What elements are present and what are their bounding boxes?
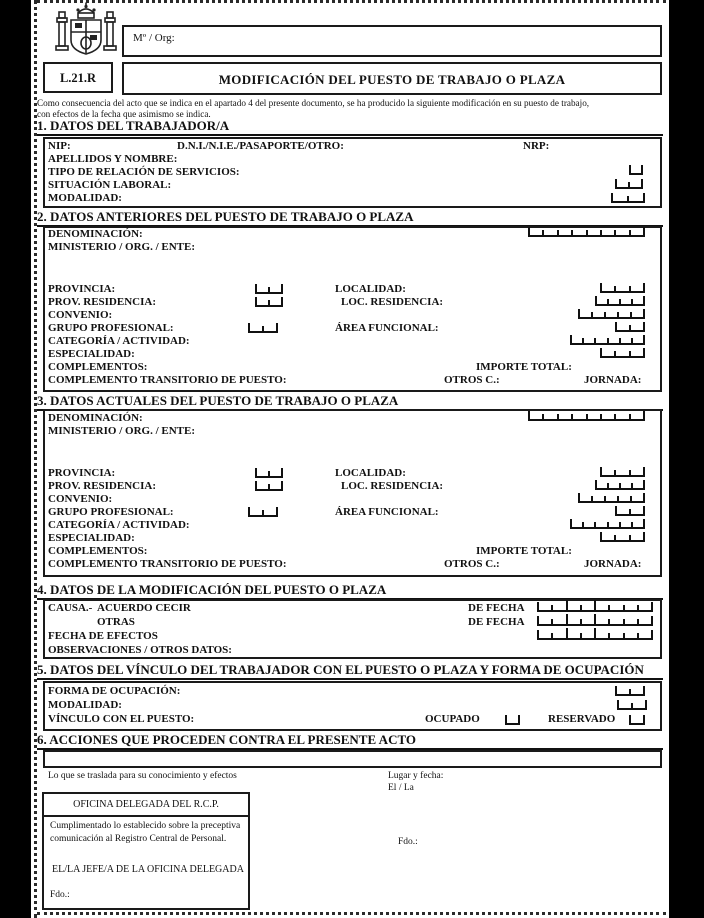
label-s3-categoria: CATEGORÍA / ACTIVIDAD:	[48, 519, 190, 531]
label-s5-modalidad: MODALIDAD:	[48, 699, 122, 711]
intro-line-1: Como consecuencia del acto que se indica en el apartado 4 del presente documento, se ha producido la siguiente modificación en su puesto de trabajo,	[37, 98, 590, 108]
fdo-signature-label: Fdo.:	[398, 837, 418, 847]
section6-input-box[interactable]	[43, 750, 662, 768]
section6-heading: 6. ACCIONES QUE PROCEDEN CONTRA EL PRESENTE ACTO	[37, 733, 663, 750]
lugar-fecha-label: Lugar y fecha:	[388, 771, 444, 781]
label-reservado: RESERVADO	[548, 713, 616, 725]
label-fecha-efectos: FECHA DE EFECTOS	[48, 630, 158, 642]
label-situacion-laboral: SITUACIÓN LABORAL:	[48, 179, 172, 191]
label-s3-provincia: PROVINCIA:	[48, 467, 116, 479]
scan-black-margin-left	[0, 0, 31, 918]
oficina-delegada-box	[42, 792, 250, 910]
label-s2-jornada: JORNADA:	[584, 374, 642, 386]
s3-localidad-comb[interactable]	[600, 467, 645, 477]
section4-heading: 4. DATOS DE LA MODIFICACIÓN DEL PUESTO O PLAZA	[37, 583, 663, 600]
label-s3-grupo: GRUPO PROFESIONAL:	[48, 506, 174, 518]
acuerdo-cecir-fecha-comb[interactable]	[537, 602, 653, 612]
cut-line-top	[37, 0, 666, 3]
s3-prov-residencia-comb[interactable]	[255, 481, 283, 491]
el-la-label: El / La	[388, 783, 414, 793]
s5-modalidad-comb[interactable]	[617, 700, 647, 710]
form-title-box	[122, 62, 662, 95]
label-s2-localidad: LOCALIDAD:	[335, 283, 406, 295]
label-de-fecha-2: DE FECHA	[468, 616, 525, 628]
label-s3-prov-residencia: PROV. RESIDENCIA:	[48, 480, 156, 492]
traslado-note: Lo que se traslada para su conocimiento y efectos	[48, 771, 237, 781]
label-acuerdo-cecir: ACUERDO CECIR	[97, 602, 191, 614]
label-modalidad: MODALIDAD:	[48, 192, 122, 204]
label-s2-complementos: COMPLEMENTOS:	[48, 361, 148, 373]
oficina-delegada-title: OFICINA DELEGADA DEL R.C.P.	[73, 799, 219, 810]
reservado-checkbox-comb[interactable]	[629, 715, 645, 725]
cut-line-left	[34, 0, 37, 918]
s2-provincia-comb[interactable]	[255, 284, 283, 294]
scan-black-margin-right	[669, 0, 704, 918]
label-s3-area: ÁREA FUNCIONAL:	[335, 506, 439, 518]
section3-heading: 3. DATOS ACTUALES DEL PUESTO DE TRABAJO O PLAZA	[37, 394, 663, 411]
label-s3-localidad: LOCALIDAD:	[335, 467, 406, 479]
label-s2-convenio: CONVENIO:	[48, 309, 113, 321]
label-apellidos-nombre: APELLIDOS Y NOMBRE:	[48, 153, 178, 165]
form-title: MODIFICACIÓN DEL PUESTO DE TRABAJO O PLAZA	[218, 72, 566, 87]
section2-heading: 2. DATOS ANTERIORES DEL PUESTO DE TRABAJO O PLAZA	[37, 210, 663, 227]
label-s3-especialidad: ESPECIALIDAD:	[48, 532, 135, 544]
label-s3-importe-total: IMPORTE TOTAL:	[476, 545, 572, 557]
s3-convenio-comb[interactable]	[578, 493, 645, 503]
s3-categoria-comb[interactable]	[570, 519, 645, 529]
s2-loc-residencia-comb[interactable]	[595, 296, 645, 306]
label-forma-ocupacion: FORMA DE OCUPACIÓN:	[48, 685, 181, 697]
label-de-fecha-1: DE FECHA	[468, 602, 525, 614]
oficina-delegada-body: Cumplimentado lo establecido sobre la preceptiva comunicación al Registro Central de Personal.	[50, 821, 241, 844]
situacion-laboral-code-comb[interactable]	[615, 179, 643, 189]
s2-grupo-comb[interactable]	[248, 323, 278, 333]
label-s3-denominacion: DENOMINACIÓN:	[48, 412, 143, 424]
s3-provincia-comb[interactable]	[255, 468, 283, 478]
label-nip: NIP:	[48, 140, 71, 152]
label-s3-ministerio: MINISTERIO / ORG. / ENTE:	[48, 425, 195, 437]
label-s2-ministerio: MINISTERIO / ORG. / ENTE:	[48, 241, 195, 253]
s3-denominacion-comb[interactable]	[528, 411, 645, 421]
label-tipo-relacion: TIPO DE RELACIÓN DE SERVICIOS:	[48, 166, 240, 178]
spain-coat-of-arms-icon	[55, 2, 117, 60]
label-s2-importe-total: IMPORTE TOTAL:	[476, 361, 572, 373]
label-causa: CAUSA.-	[48, 602, 93, 614]
s3-area-comb[interactable]	[615, 506, 645, 516]
label-s2-loc-residencia: LOC. RESIDENCIA:	[341, 296, 444, 308]
label-otras: OTRAS	[97, 616, 135, 628]
intro-line-2: con efectos de la fecha que asimismo se indica.	[37, 109, 211, 119]
ocupado-checkbox-comb[interactable]	[505, 715, 520, 725]
s2-denominacion-comb[interactable]	[528, 227, 645, 237]
label-s3-jornada: JORNADA:	[584, 558, 642, 570]
label-dni: D.N.I./N.I.E./PASAPORTE/OTRO:	[177, 140, 344, 152]
tipo-relacion-code-comb[interactable]	[629, 165, 643, 175]
oficina-delegada-header	[44, 794, 248, 817]
mo-org-field[interactable]	[122, 25, 662, 57]
label-s3-comp-transitorio: COMPLEMENTO TRANSITORIO DE PUESTO:	[48, 558, 287, 570]
label-nrp: NRP:	[523, 140, 550, 152]
s2-categoria-comb[interactable]	[570, 335, 645, 345]
oficina-jefe-label: EL/LA JEFE/A DE LA OFICINA DELEGADA	[52, 864, 244, 875]
oficina-fdo-label: Fdo.:	[50, 890, 70, 900]
section1-heading: 1. DATOS DEL TRABAJADOR/A	[37, 119, 663, 136]
label-s2-provincia: PROVINCIA:	[48, 283, 116, 295]
fecha-efectos-comb[interactable]	[537, 630, 653, 640]
s2-especialidad-comb[interactable]	[600, 348, 645, 358]
label-s2-area: ÁREA FUNCIONAL:	[335, 322, 439, 334]
label-ocupado: OCUPADO	[425, 713, 480, 725]
label-s3-convenio: CONVENIO:	[48, 493, 113, 505]
label-s2-grupo: GRUPO PROFESIONAL:	[48, 322, 174, 334]
label-s3-otros-c: OTROS C.:	[444, 558, 500, 570]
label-vinculo-puesto: VÍNCULO CON EL PUESTO:	[48, 713, 195, 725]
otras-fecha-comb[interactable]	[537, 616, 653, 626]
label-s2-denominacion: DENOMINACIÓN:	[48, 228, 143, 240]
label-s3-loc-residencia: LOC. RESIDENCIA:	[341, 480, 444, 492]
label-observaciones: OBSERVACIONES / OTROS DATOS:	[48, 644, 232, 656]
form-code-box	[43, 62, 113, 93]
s2-localidad-comb[interactable]	[600, 283, 645, 293]
label-s2-especialidad: ESPECIALIDAD:	[48, 348, 135, 360]
section5-heading: 5. DATOS DEL VÍNCULO DEL TRABAJADOR CON EL PUESTO O PLAZA Y FORMA DE OCUPACIÓN	[37, 663, 663, 680]
modalidad-code-comb[interactable]	[611, 193, 645, 203]
label-s2-categoria: CATEGORÍA / ACTIVIDAD:	[48, 335, 190, 347]
s3-loc-residencia-comb[interactable]	[595, 480, 645, 490]
label-s3-complementos: COMPLEMENTOS:	[48, 545, 148, 557]
s3-especialidad-comb[interactable]	[600, 532, 645, 542]
label-s2-otros-c: OTROS C.:	[444, 374, 500, 386]
form-code: L.21.R	[59, 71, 97, 85]
label-s2-prov-residencia: PROV. RESIDENCIA:	[48, 296, 156, 308]
cut-line-bottom	[37, 912, 666, 915]
s2-area-comb[interactable]	[615, 322, 645, 332]
s2-prov-residencia-comb[interactable]	[255, 297, 283, 307]
label-s2-comp-transitorio: COMPLEMENTO TRANSITORIO DE PUESTO:	[48, 374, 287, 386]
mo-org-label: Mº / Org:	[133, 32, 175, 44]
forma-ocupacion-comb[interactable]	[615, 686, 645, 696]
s3-grupo-comb[interactable]	[248, 507, 278, 517]
s2-convenio-comb[interactable]	[578, 309, 645, 319]
